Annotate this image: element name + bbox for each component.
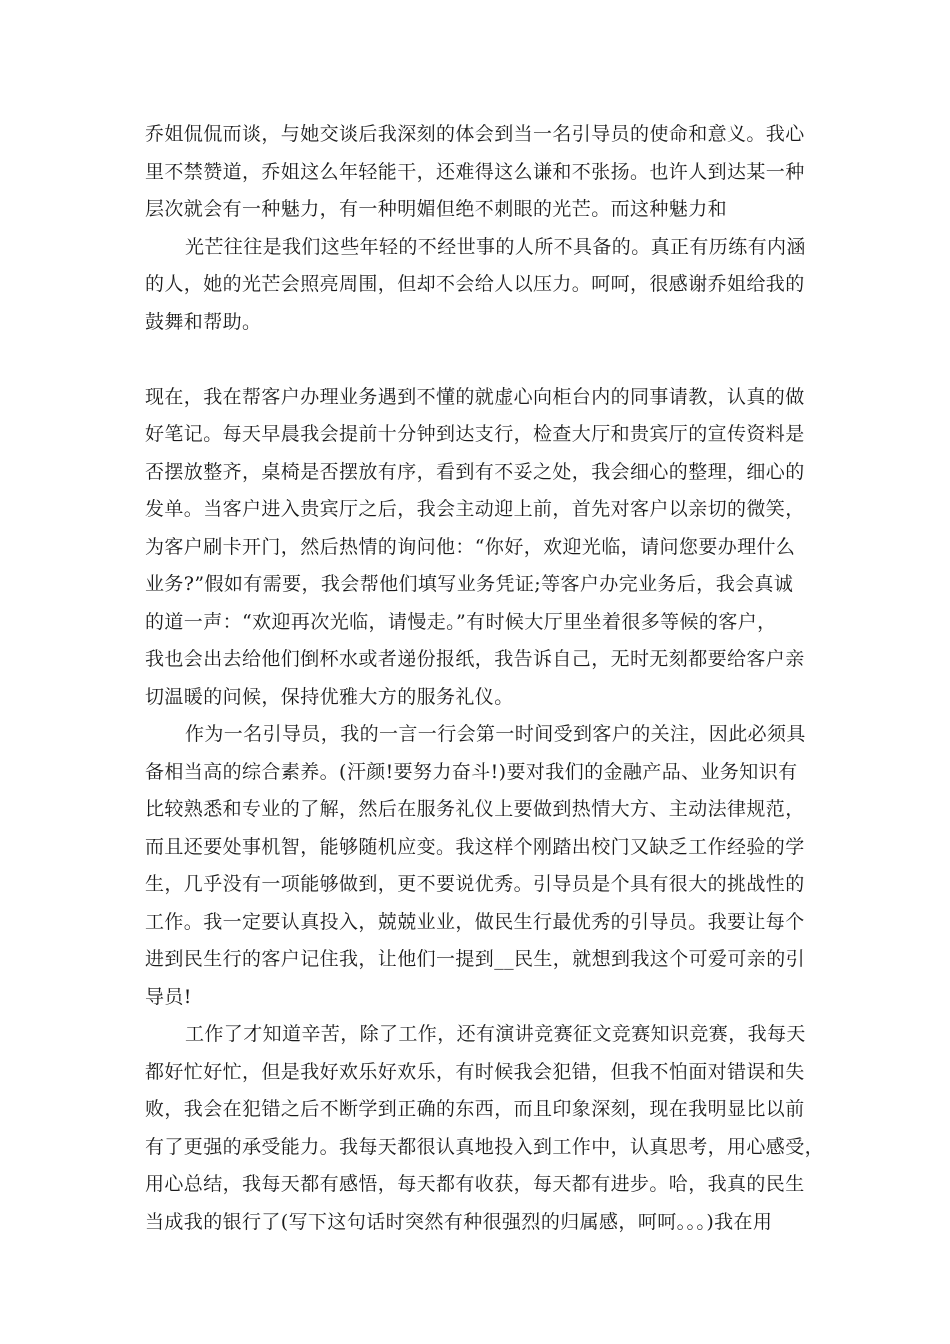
text-line: 用心总结，我每天都有感悟，每天都有收获，每天都有进步。哈，我真的民生 bbox=[145, 1173, 805, 1195]
text-line: 的道一声：“欢迎再次光临，请慢走。”有时候大厅里坐着很多等候的客户， bbox=[145, 610, 777, 633]
text-line: 否摆放整齐，桌椅是否摆放有序，看到有不妥之处，我会细心的整理，细心的 bbox=[145, 460, 805, 483]
text-line: 里不禁赞道，乔姐这么年轻能干，还难得这么谦和不张扬。也许人到达某一种 bbox=[145, 160, 805, 183]
text-line: 光芒往往是我们这些年轻的不经世事的人所不具备的。真正有历练有内涵 bbox=[185, 235, 806, 258]
text-line: 鼓舞和帮助。 bbox=[145, 310, 262, 333]
text-line: 的人，她的光芒会照亮周围，但却不会给人以压力。呵呵，很感谢乔姐给我的 bbox=[145, 273, 805, 295]
text-line: 层次就会有一种魅力，有一种明媚但绝不刺眼的光芒。而这种魅力和 bbox=[145, 198, 728, 220]
text-line: 而且还要处事机智，能够随机应变。我这样个刚踏出校门又缺乏工作经验的学 bbox=[145, 835, 805, 858]
text-line: 当成我的银行了(写下这句话时突然有种很强烈的归属感，呵呵。。。)我在用 bbox=[145, 1210, 773, 1233]
paragraph-2 bbox=[145, 229, 805, 342]
document-page bbox=[145, 116, 825, 1241]
text-line: 现在，我在帮客户办理业务遇到不懂的就虚心向柜台内的同事请教，认真的做 bbox=[145, 385, 805, 408]
text-line: 导员! bbox=[145, 985, 192, 1008]
paragraph-3 bbox=[145, 379, 805, 717]
text-line: 乔姐侃侃而谈，与她交谈后我深刻的体会到当一名引导员的使命和意义。我心 bbox=[145, 123, 805, 145]
text-line: 败，我会在犯错之后不断学到正确的东西，而且印象深刻，现在我明显比以前 bbox=[145, 1098, 805, 1120]
text-line: 为客户刷卡开门，然后热情的询问他：“你好，欢迎光临，请问您要办理什么 bbox=[145, 535, 796, 558]
text-line: 进到民生行的客户记住我，让他们一提到__民生，就想到我这个可爱可亲的引 bbox=[145, 948, 806, 970]
text-line: 作为一名引导员，我的一言一行会第一时间受到客户的关注，因此必须具 bbox=[185, 723, 806, 745]
text-line: 我也会出去给他们倒杯水或者递份报纸，我告诉自己，无时无刻都要给客户亲 bbox=[145, 648, 805, 670]
paragraph-gap bbox=[145, 341, 805, 379]
text-line: 比较熟悉和专业的了解，然后在服务礼仪上要做到热情大方、主动法律规范， bbox=[145, 798, 805, 820]
text-line: 备相当高的综合素养。(汗颜!要努力奋斗!)要对我们的金融产品、业务知识有 bbox=[145, 760, 798, 783]
paragraph-5 bbox=[145, 1016, 825, 1241]
text-line: 发单。当客户进入贵宾厅之后，我会主动迎上前，首先对客户以亲切的微笑， bbox=[145, 498, 805, 520]
text-line: 业务?”假如有需要，我会帮他们填写业务凭证;等客户办完业务后，我会真诚 bbox=[145, 573, 794, 595]
text-line: 工作。我一定要认真投入，兢兢业业，做民生行最优秀的引导员。我要让每个 bbox=[145, 910, 805, 933]
text-line: 有了更强的承受能力。我每天都很认真地投入到工作中，认真思考，用心感受， bbox=[145, 1135, 825, 1158]
text-line: 好笔记。每天早晨我会提前十分钟到达支行，检查大厅和贵宾厅的宣传资料是 bbox=[145, 423, 805, 445]
text-line: 都好忙好忙，但是我好欢乐好欢乐，有时候我会犯错，但我不怕面对错误和失 bbox=[145, 1060, 805, 1083]
paragraph-1 bbox=[145, 116, 805, 229]
text-line: 生，几乎没有一项能够做到，更不要说优秀。引导员是个具有很大的挑战性的 bbox=[145, 873, 805, 895]
text-line: 工作了才知道辛苦，除了工作，还有演讲竞赛征文竞赛知识竞赛，我每天 bbox=[185, 1023, 806, 1045]
paragraph-4 bbox=[145, 716, 805, 1016]
text-line: 切温暖的问候，保持优雅大方的服务礼仪。 bbox=[145, 685, 514, 708]
